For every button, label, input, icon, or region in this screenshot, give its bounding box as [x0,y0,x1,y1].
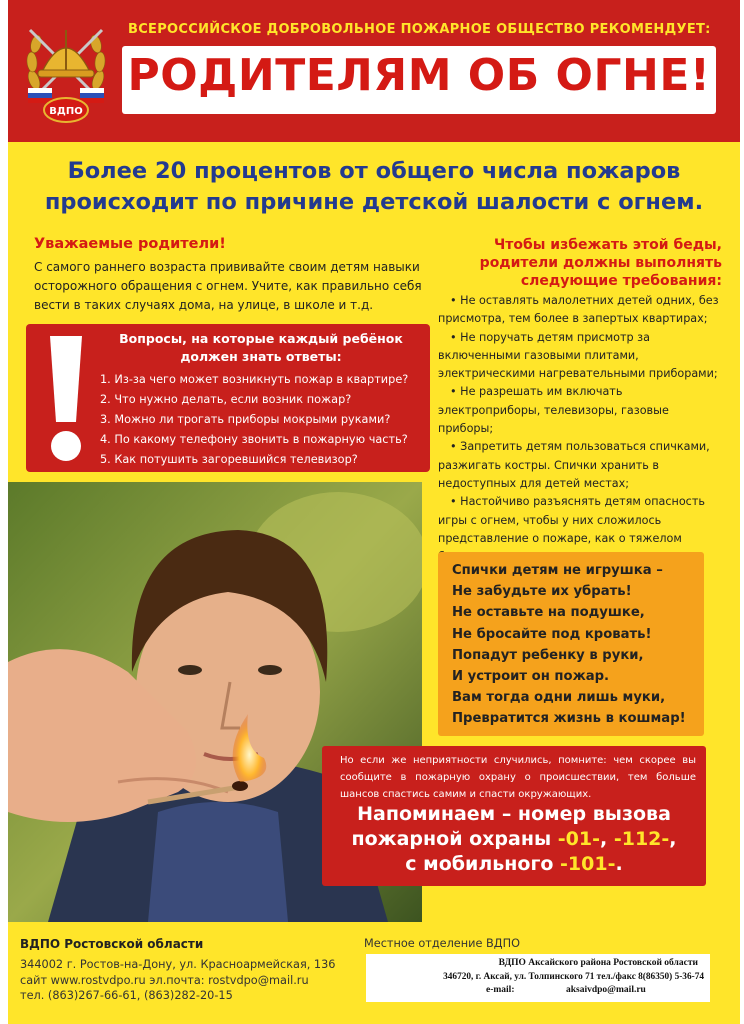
poem-line: Не забудьте их убрать! [452,584,632,600]
poem-line: И устроит он пожар. [452,669,610,685]
fire-number-01: -01- [557,828,600,850]
requirement-item: • Не поручать детям присмотр за включенными газовыми плитами, электрическими нагревательными приборами; [438,330,718,381]
emergency-call [322,802,706,877]
question-item: 4. По какому телефону звонить в пожарную часть? [100,433,408,446]
poem-line: Вам тогда одни лишь муки, [452,690,666,706]
intro-text: С самого раннего возраста прививайте своим детям навыки осторожного обращения с огнем. Учите, как правильно себя вести в таких случаях дома, на улице, в школе и т.д. [34,260,422,312]
header-topline: ВСЕРОССИЙСКОЕ ДОБРОВОЛЬНОЕ ПОЖАРНОЕ ОБЩЕСТВО РЕКОМЕНДУЕТ: [128,22,711,37]
questions-heading [96,330,426,366]
stamp-email-label: e-mail: [486,985,515,995]
fire-number-101: -101- [560,853,616,875]
question-item: 2. Что нужно делать, если возник пожар? [100,393,352,406]
call-line-3 [322,852,706,877]
call-line-2 [322,827,706,852]
poem-line: Попадут ребенку в руки, [452,647,644,663]
stamp-email: aksaivdpo@mail.ru [566,985,646,995]
requirement-item: • Запретить детям пользоваться спичками, разжигать костры. Спички хранить в недоступных для детей местах; [438,440,710,490]
greeting: Уважаемые родители! [34,236,226,252]
requirement-item: • Настойчиво разъяснять детям опасность игры с огнем, чтобы у них сложилось представление о пожаре, как о тяжелом [438,495,705,545]
poem-box [438,552,704,736]
poster [8,0,740,1024]
stamp-line-2: 346720, г. Аксай, ул. Толпинского 71 тел./факс 8(86350) 5-36-74 [443,972,704,982]
org-name: ВДПО Ростовской области [20,937,204,951]
local-branch-stamp [366,954,710,1002]
firefighter-helmet-emblem-icon [20,10,112,128]
requirements-title-line-1: Чтобы избежать этой беды, [493,237,722,253]
question-item: 3. Можно ли трогать приборы мокрыми руками? [100,413,391,426]
headline-line-1: Более 20 процентов от общего числа пожаров [67,158,681,184]
title-box [122,46,716,114]
poem-line: Не бросайте под кровать! [452,626,652,642]
requirement-item: • Не разрешать им включать электроприборы, телевизоры, газовые приборы; [438,385,669,436]
question-item: 1. Из-за чего может возникнуть пожар в квартире? [100,373,409,386]
org-address: 344002 г. Ростов-на-Дону, ул. Красноармейская, 136 [20,958,336,971]
questions-heading-line-1: Вопросы, на которые каждый ребёнок [119,331,403,346]
requirements-title-line-2: родители должны выполнять [479,255,722,271]
emergency-box [322,746,706,886]
headline-line-2: происходит по причине детской шалости с огнем. [44,189,704,215]
questions-heading-line-2: должен знать ответы: [180,349,342,364]
org-contacts [20,957,336,1004]
page-title: РОДИТЕЛЯМ ОБ ОГНЕ! [127,50,711,101]
call-line-1: Напоминаем – номер вызова [357,803,671,825]
requirement-item: • Не оставлять малолетних детей одних, без присмотра, тем более в запертых квартирах; [438,294,719,326]
requirements-list [438,292,724,566]
number-separator: , [600,828,614,850]
poem-line: Превратится жизнь в кошмар! [452,711,686,727]
exclamation-icon [36,332,96,464]
call-line-2-suffix: , [669,828,677,850]
header-band [8,0,740,142]
poem-line: Не оставьте на подушке, [452,605,645,621]
svg-text:ВДПО: ВДПО [49,106,83,117]
requirements-title-line-3: следующие требования: [520,273,722,289]
org-site: сайт www.rostvdpo.ru эл.почта: rostvdpo@mail.ru [20,973,309,987]
call-line-3-suffix: . [615,853,623,875]
question-item: 5. Как потушить загоревшийся телевизор? [100,453,358,466]
questions-box [26,324,430,472]
questions-list [100,370,430,470]
org-phones: тел. (863)267-66-61, (863)282-20-15 [20,989,233,1002]
stamp-line-1: ВДПО Аксайского района Ростовской области [498,958,698,968]
poem-line: Спички детям не игрушка – [452,563,663,578]
requirements-title [438,236,722,290]
call-line-3-prefix: с мобильного [405,853,561,875]
headline [8,156,740,218]
call-line-2-prefix: пожарной охраны [351,828,558,850]
local-branch-label: Местное отделение ВДПО [364,937,520,950]
fire-number-112: -112- [613,828,670,850]
emergency-note: Но если же неприятности случились, помните: чем скорее вы сообщите в пожарную охрану о происшествии, тем больше шансов спастись самим и спасти окружающих. [340,755,696,800]
